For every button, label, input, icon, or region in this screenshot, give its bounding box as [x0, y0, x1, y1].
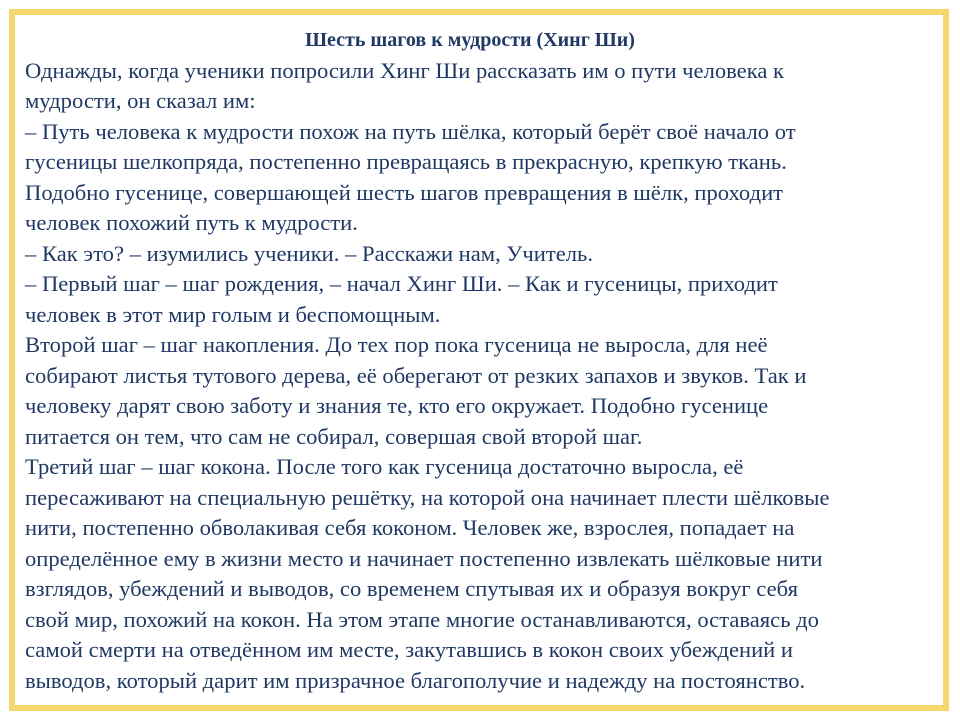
slide-text-block [25, 25, 945, 696]
text-line: нити, постепенно обволакивая себя коконом. Человек же, взрослея, попадает на [25, 515, 795, 540]
slide-title: Шесть шагов к мудрости (Хинг Ши) [305, 29, 635, 51]
text-line: собирают листья тутового дерева, её оберегают от резких запахов и звуков. Так и [25, 362, 807, 388]
text-line: – Путь человека к мудрости похож на путь шёлка, который берёт своё начало от [25, 118, 796, 144]
text-line: самой смерти на отведённом им месте, закутавшись в кокон своих убеждений и [25, 637, 793, 662]
text-line: человек похожий путь к мудрости. [25, 210, 358, 235]
text-line: – Как это? – изумились ученики. – Расскажи нам, Учитель. [25, 240, 593, 266]
text-line: свой мир, похожий на кокон. На этом этапе многие останавливаются, оставаясь до [25, 606, 819, 632]
text-line: питается он тем, что сам не собирал, совершая свой второй шаг. [25, 423, 643, 449]
text-line: – Первый шаг – шаг рождения, – начал Хинг Ши. – Как и гусеницы, приходит [25, 271, 778, 296]
text-line: Второй шаг – шаг накопления. До тех пор пока гусеница не выросла, для неё [25, 332, 768, 357]
text-line: пересаживают на специальную решётку, на которой она начинает плести шёлковые [25, 484, 830, 510]
text-line: Третий шаг – шаг кокона. После того как гусеница достаточно выросла, её [25, 454, 744, 479]
text-line: человек в этот мир голым и беспомощным. [25, 301, 441, 327]
text-line: человеку дарят свою заботу и знания те, кто его окружает. Подобно гусенице [25, 393, 769, 418]
text-line: Однажды, когда ученики попросили Хинг Ши рассказать им о пути человека к [25, 57, 784, 83]
text-line: мудрости, он сказал им: [25, 88, 256, 113]
text-line: определённое ему в жизни место и начинает постепенно извлекать шёлковые нити [25, 545, 823, 571]
text-line: взглядов, убеждений и выводов, со временем спутывая их и образуя вокруг себя [25, 576, 798, 601]
text-line: гусеницы шелкопряда, постепенно превращаясь в прекрасную, крепкую ткань. [25, 149, 787, 174]
text-line: Подобно гусенице, совершающей шесть шагов превращения в шёлк, проходит [25, 179, 784, 205]
text-line: выводов, который дарит им призрачное благополучие и надежду на постоянство. [25, 667, 806, 693]
